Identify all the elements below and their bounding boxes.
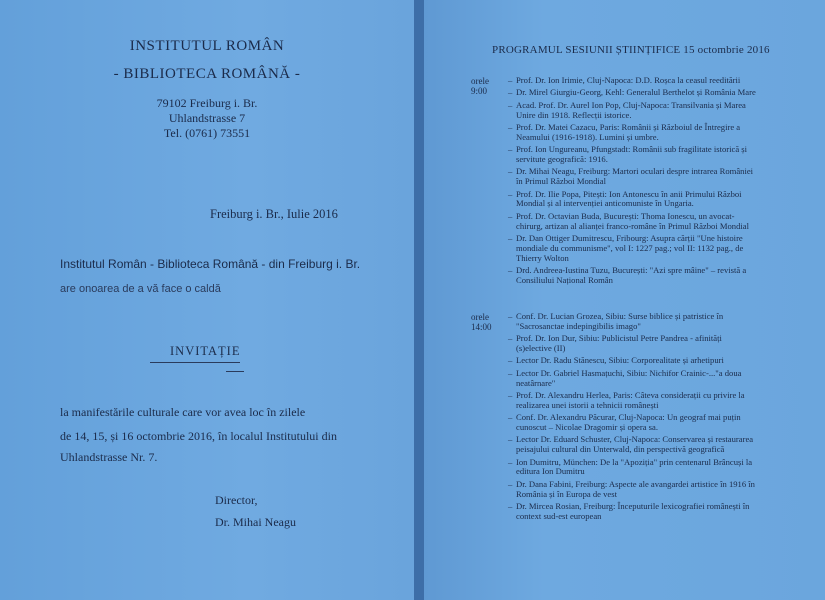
city-date: Freiburg i. Br., Iulie 2016 (210, 207, 338, 221)
entry-text: Prof. Dr. Ion Irimie, Cluj-Napoca: D.D. Roșca la ceasul reeditării (516, 75, 741, 85)
page-gutter (414, 0, 424, 600)
entry-dash: – (508, 478, 513, 489)
entry-dash: – (508, 188, 513, 199)
program-entry (508, 334, 758, 354)
entry-text: Ion Dumitru, München: De la "Apoziția" prin centenarul Brâncuși la editura Ion Dumitru (516, 456, 753, 477)
entry-dash: – (508, 121, 513, 132)
address-phone: Tel. (0761) 73551 (163, 126, 251, 140)
afternoon-session-list (508, 312, 758, 524)
afternoon-time-label (471, 312, 492, 332)
entry-text: Prof. Dr. Ilie Popa, Pitești: Ion Antonescu în anii Primului Război Mondial și al intervenției anticomuniste în Ungaria. (516, 188, 742, 209)
entry-dash: – (508, 355, 513, 366)
program-entry (508, 266, 758, 286)
program-entry (508, 76, 758, 86)
entry-dash: – (508, 367, 513, 378)
entry-text: Dr. Mircea Rosian, Freiburg: Începuturile lexicografiei românești în context sud-est european (516, 500, 750, 521)
afternoon-label-time: 14:00 (471, 322, 492, 332)
program-entry (508, 167, 758, 187)
program-entry (508, 502, 758, 522)
program-entry (508, 458, 758, 478)
program-entry (508, 123, 758, 143)
address-street: Uhlandstrasse 7 (168, 111, 246, 125)
program-entry (508, 480, 758, 500)
program-entry (508, 190, 758, 210)
entry-text: Lector Dr. Gabriel Hasmațuchi, Sibiu: Nichifor Crainic-..."a doua neatârnare" (516, 367, 742, 388)
program-title: PROGRAMUL SESIUNII ȘTIINȚIFICE 15 octombrie 2016 (492, 44, 770, 56)
morning-label-word: orele (471, 76, 489, 86)
library-name: - BIBLIOTECA ROMÂNĂ - (113, 66, 301, 82)
entry-text: Dr. Mihai Neagu, Freiburg: Martori oculari despre intrarea României în Primul Război Mondial (516, 166, 754, 187)
program-entry (508, 88, 758, 98)
morning-label-time: 9:00 (471, 86, 488, 96)
entry-text: Prof. Dr. Octavian Buda, București: Thoma Ionescu, un avocat-chirurg, artizan al alianței franco-române în Primul Război Mondial (516, 210, 749, 231)
invitation-body-line3: Uhlandstrasse Nr. 7. (60, 450, 158, 464)
program-entry (508, 413, 758, 433)
entry-text: Conf. Dr. Lucian Grozea, Sibiu: Surse biblice și patristice în "Sacrosanctae indepingibilis imago" (516, 311, 724, 331)
entry-text: Acad. Prof. Dr. Aurel Ion Pop, Cluj-Napoca: Transilvania și Marea Unire din 1918. Reflecții istorice. (516, 99, 746, 120)
afternoon-label-word: orele (471, 312, 489, 322)
entry-dash: – (508, 456, 513, 467)
morning-time-label (471, 76, 489, 96)
invitation-body-line2: de 14, 15, și 16 octombrie 2016, în localul Institutului din (60, 429, 337, 443)
invite-sender: Institutul Român - Biblioteca Română - din Freiburg i. Br. (60, 257, 361, 271)
entry-dash: – (508, 87, 513, 98)
entry-dash: – (508, 99, 513, 110)
program-entry (508, 312, 758, 332)
entry-dash: – (508, 166, 513, 177)
entry-text: Lector Dr. Radu Stănescu, Sibiu: Corporealitate și arhetipuri (516, 355, 724, 366)
entry-dash: – (508, 210, 513, 221)
entry-dash: – (508, 144, 513, 155)
entry-text: Prof. Dr. Alexandru Herlea, Paris: Câteva considerații cu privire la realizarea unei istorii a tehnicii românești (516, 389, 745, 410)
invitation-heading: INVITAȚIE (170, 344, 241, 358)
program-entry (508, 356, 758, 366)
address-block (0, 96, 414, 141)
program-entry (508, 369, 758, 389)
entry-dash: – (508, 75, 513, 85)
program-entry (508, 145, 758, 165)
program-entry (508, 391, 758, 411)
entry-text: Dr. Dan Ottiger Dumitrescu, Fribourg: Asupra cărții "Une histoire mondiale du communisme", vol I: 1227 pag.; vol II: 1132 pag., de Thierry Wolton (516, 232, 744, 263)
address-street-city: 79102 Freiburg i. Br. (156, 96, 258, 110)
invitation-body-line1: la manifestările culturale care vor avea loc în zilele (60, 405, 306, 419)
invite-honor-line: are onoarea de a vă face o caldă (60, 283, 221, 295)
heading-underline (150, 362, 240, 363)
entry-dash: – (508, 389, 513, 400)
program-entry (508, 212, 758, 232)
institute-name: INSTITUTUL ROMÂN (129, 38, 285, 54)
program-entry (508, 435, 758, 455)
entry-text: Prof. Ion Ungureanu, Pfungstadt: Românii sub fragilitate istorică și servitute geografică: 1916. (516, 144, 748, 164)
director-title: Director, (215, 493, 258, 507)
entry-text: Dr. Dana Fabini, Freiburg: Aspecte ale avangardei artistice în 1916 în România și în Europa de vest (516, 478, 755, 499)
entry-text: Prof. Dr. Ion Dur, Sibiu: Publicistul Petre Pandrea - afinități (s)elective (II) (516, 333, 722, 353)
entry-dash: – (508, 333, 513, 344)
entry-dash: – (508, 500, 513, 511)
heading-underline-tail (226, 371, 244, 372)
director-name: Dr. Mihai Neagu (215, 515, 296, 529)
entry-text: Lector Dr. Eduard Schuster, Cluj-Napoca: Conservarea și restaurarea peisajului cultural din Unterwald, din perspectivă geografică (516, 434, 754, 455)
program-entry (508, 101, 758, 121)
entry-text: Prof. Dr. Matei Cazacu, Paris: Românii și Războiul de Întregire a Neamului (1916-1918). Lumini și umbre. (516, 121, 741, 142)
entry-dash: – (508, 434, 513, 445)
program-entry (508, 234, 758, 263)
entry-text: Dr. Mirel Giurgiu-Georg, Kehl: Generalul Berthelot și România Mare (516, 87, 756, 98)
entry-dash: – (508, 232, 513, 243)
entry-text: Drd. Andreea-Iustina Tuzu, București: "Azi spre mâine" – revistă a Consiliului Național Român (516, 264, 747, 285)
morning-session-list (508, 76, 758, 288)
entry-text: Conf. Dr. Alexandru Păcurar, Cluj-Napoca: Un geograf mai puțin cunoscut – Nicolae Dragomir și opera sa. (516, 412, 741, 432)
entry-dash: – (508, 264, 513, 275)
entry-dash: – (508, 311, 513, 321)
entry-dash: – (508, 412, 513, 423)
